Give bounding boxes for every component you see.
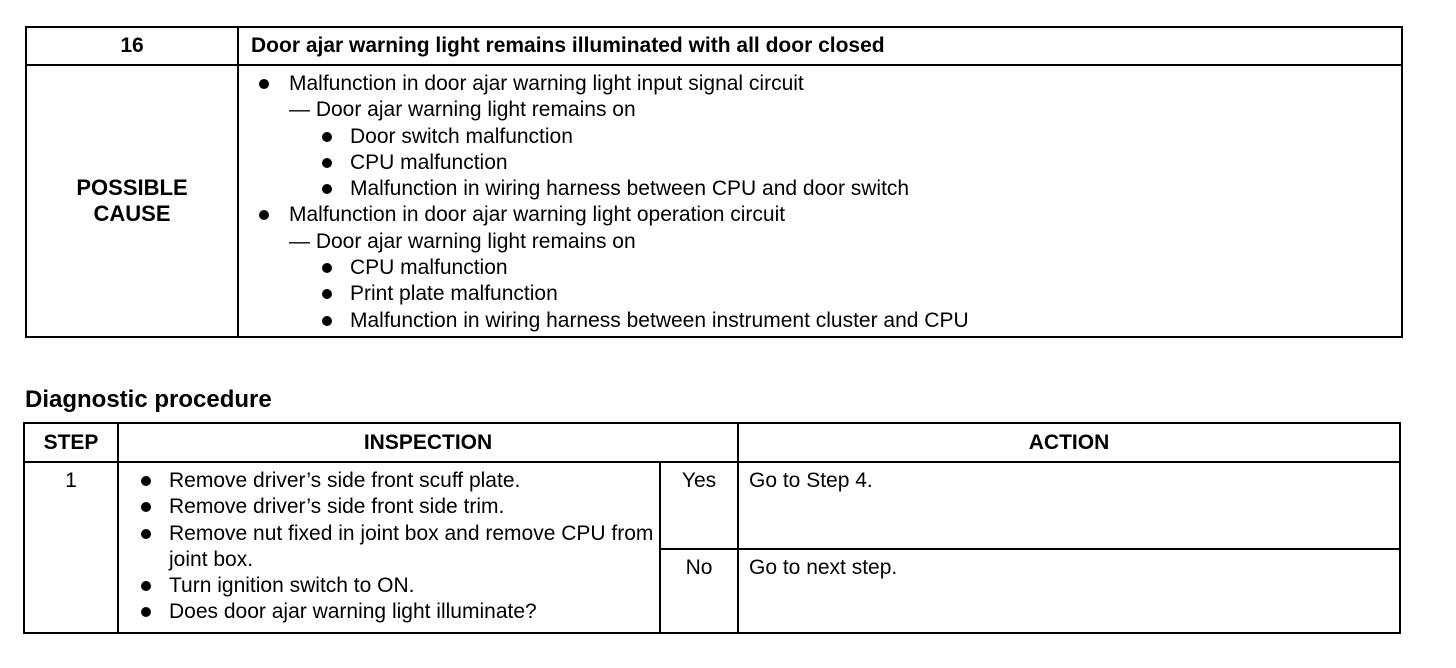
cause-sub-item bbox=[289, 281, 1401, 307]
cause-sub-item bbox=[289, 150, 1401, 176]
step-row-yes bbox=[24, 462, 1400, 549]
inspection-item bbox=[119, 599, 659, 625]
cause-symptom: — Door ajar warning light remains on bbox=[289, 98, 636, 122]
cause-sub-item-text: Print plate malfunction bbox=[350, 282, 558, 306]
yes-label: Yes bbox=[660, 462, 738, 549]
inspection-item-text: Remove nut fixed in joint box and remove CPU from joint box. bbox=[169, 521, 654, 571]
trouble-header-row bbox=[26, 27, 1402, 65]
inspection-item bbox=[119, 573, 659, 599]
cause-sub-item bbox=[289, 124, 1401, 150]
cause-sub-list bbox=[289, 124, 1401, 203]
bullet-icon bbox=[141, 607, 151, 617]
inspection-column-header: INSPECTION bbox=[118, 423, 738, 462]
cause-text: Malfunction in door ajar warning light operation circuit bbox=[289, 203, 786, 227]
inspection-item bbox=[119, 494, 659, 520]
cause-sub-item bbox=[289, 308, 1401, 334]
diagnostic-procedure-heading: Diagnostic procedure bbox=[25, 386, 272, 413]
cause-sub-item-text: Door switch malfunction bbox=[350, 124, 573, 148]
trouble-number: 16 bbox=[26, 27, 238, 65]
cause-text: Malfunction in door ajar warning light input signal circuit bbox=[289, 72, 804, 95]
cause-item bbox=[239, 71, 1401, 202]
possible-cause-list-cell bbox=[238, 65, 1402, 337]
possible-cause-label-line1: POSSIBLE bbox=[76, 174, 188, 200]
inspection-list bbox=[119, 468, 659, 626]
trouble-title: Door ajar warning light remains illuminated with all door closed bbox=[238, 27, 1402, 65]
possible-cause-label-line2: CAUSE bbox=[93, 200, 171, 226]
bullet-icon bbox=[322, 263, 332, 273]
cause-sub-item bbox=[289, 176, 1401, 202]
bullet-icon bbox=[141, 529, 151, 539]
possible-cause-row bbox=[26, 65, 1402, 337]
possible-cause-list bbox=[239, 71, 1401, 334]
bullet-icon bbox=[322, 158, 332, 168]
inspection-item-text: Remove driver’s side front scuff plate. bbox=[169, 469, 521, 492]
step-number: 1 bbox=[24, 462, 118, 633]
inspection-item-text: Remove driver’s side front side trim. bbox=[169, 495, 505, 519]
inspection-item-text: Turn ignition switch to ON. bbox=[169, 574, 415, 598]
step-column-header: STEP bbox=[24, 423, 118, 462]
bullet-icon bbox=[141, 502, 151, 512]
cause-sub-item bbox=[289, 255, 1401, 281]
action-column-header: ACTION bbox=[738, 423, 1400, 462]
diagnostic-header-row bbox=[24, 423, 1400, 462]
bullet-icon bbox=[259, 210, 269, 220]
inspection-item bbox=[119, 521, 659, 574]
no-action: Go to next step. bbox=[738, 549, 1400, 633]
cause-sub-item-text: CPU malfunction bbox=[350, 256, 508, 280]
cause-sub-item-text: Malfunction in wiring harness between instrument cluster and CPU bbox=[350, 308, 969, 332]
yes-action: Go to Step 4. bbox=[738, 462, 1400, 549]
bullet-icon bbox=[322, 316, 332, 326]
bullet-icon bbox=[322, 289, 332, 299]
bullet-icon bbox=[322, 132, 332, 142]
cause-sub-list bbox=[289, 255, 1401, 334]
possible-cause-label bbox=[26, 65, 238, 337]
bullet-icon bbox=[141, 581, 151, 591]
diagnostic-procedure-table bbox=[23, 422, 1401, 634]
inspection-cell bbox=[118, 462, 660, 633]
cause-item bbox=[239, 202, 1401, 333]
bullet-icon bbox=[141, 476, 151, 486]
bullet-icon bbox=[322, 184, 332, 194]
cause-symptom: — Door ajar warning light remains on bbox=[289, 229, 636, 253]
inspection-item bbox=[119, 468, 659, 494]
bullet-icon bbox=[259, 79, 269, 89]
no-label: No bbox=[660, 549, 738, 633]
cause-sub-item-text: CPU malfunction bbox=[350, 150, 508, 174]
possible-cause-table bbox=[25, 26, 1403, 338]
inspection-item-text: Does door ajar warning light illuminate? bbox=[169, 600, 537, 624]
cause-sub-item-text: Malfunction in wiring harness between CPU and door switch bbox=[350, 177, 910, 201]
